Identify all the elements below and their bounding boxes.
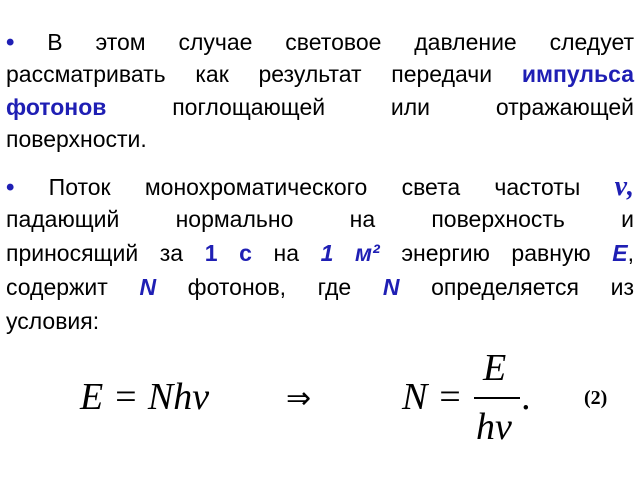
p2-line-3: [6, 240, 634, 267]
p2-text-3c: энергию равную: [401, 240, 591, 266]
p1-text-3: поглощающей или отражающей: [172, 94, 634, 120]
p2-comma: ,: [627, 240, 635, 266]
fraction-numerator: E: [483, 347, 507, 389]
p1-line-2: [6, 61, 634, 88]
p2-text-4b: фотонов, где: [187, 274, 352, 300]
bullet-marker: •: [6, 174, 15, 201]
one-square-meter: 1 м²: [320, 240, 380, 266]
implies-arrow: ⇒: [286, 381, 312, 416]
equation-number: (2): [584, 387, 608, 409]
fraction-denominator: hν: [476, 406, 512, 448]
p2-text-1: Поток монохроматического света частоты: [48, 174, 581, 200]
p2-text-4c: определяется из: [431, 274, 634, 300]
p1-line-3: [6, 94, 634, 121]
p1-line-1: [6, 29, 634, 56]
n-symbol: N: [382, 274, 400, 300]
p2-text-4a: содержит: [6, 274, 108, 300]
bullet-marker: •: [6, 29, 15, 56]
formula-period: .: [522, 376, 532, 418]
p2-line-4: [6, 274, 634, 301]
p2-text-5: условия:: [6, 308, 100, 334]
p2-text-2: падающий нормально на поверхность и: [6, 206, 634, 232]
fraction-bar: [474, 397, 520, 399]
p2-text-3a: приносящий за: [6, 240, 184, 266]
energy-symbol: E: [612, 240, 628, 266]
nu-symbol: ν,: [614, 171, 635, 202]
p1-text-2: рассматривать как результат передачи: [6, 61, 493, 87]
p1-text-1: В этом случае световое давление следует: [47, 29, 635, 55]
one-second: 1 с: [204, 240, 252, 266]
p1-text-4: поверхности.: [6, 126, 147, 152]
n-symbol: N: [139, 274, 157, 300]
p2-line-1: [6, 173, 634, 201]
highlight-impulse: импульса: [521, 61, 634, 87]
p2-text-3b: на: [273, 240, 300, 266]
p1-line-4: [6, 126, 634, 153]
highlight-photons: фотонов: [6, 94, 107, 120]
formula-n-lhs: N =: [402, 376, 463, 418]
formula-energy: E = Nhν: [80, 376, 210, 418]
p2-line-2: [6, 206, 634, 233]
p2-line-5: [6, 308, 634, 335]
